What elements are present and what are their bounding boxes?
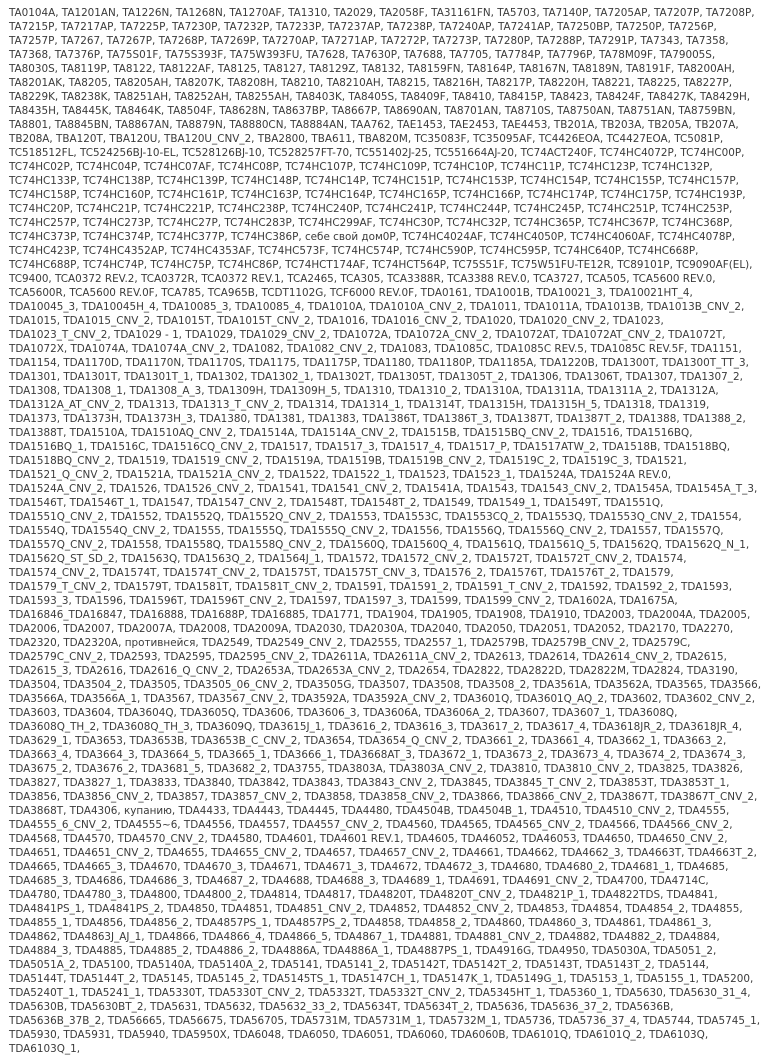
part-number-list: TA0104A, TA1201AN, TA1226N, TA1268N, TA1270AF, TA1310, TA2029, TA2058F, TA31161FN, TA5703, TA7140P, TA7205AP, TA7207P, TA7208P, TA7215P, TA7217AP, TA7225P, TA7230P, TA7232P, TA7233P, TA7237AP, TA7238P, TA7240AP, TA7241AP, TA7250BP, TA7250P, TA7256P, TA7257P, TA7267, TA7267P, TA7268P, TA7269P, TA7270AP, TA7271AP, TA7272P, TA7273P, TA7280P, TA7288P, TA7291P, TA7343, TA7358, TA7368, TA7376P, TA75S01F, TA75S393F, TA75W393FU, TA7628, TA7630P, TA7688, TA7705, TA7784P, TA7796P, TA78M09F, TA79005S, TA8030S, TA8119P, TA8122, TA8122AF, TA8125, TA8127, TA8129Z, TA8132, TA8159FN, TA8164P, TA8167N, TA8189N, TA8191F, TA8200AH, TA8201AK, TA8205, TA8205AH, TA8207K, TA8208H, TA8210, TA8210AH, TA8215, TA8216H, TA8217P, TA8220H, TA8221, TA8225, TA8227P, TA8229K, TA8238K, TA8251AH, TA8252AH, TA8255AH, TA8403K, TA8405S, TA8409F, TA8410, TA8415P, TA8423, TA8424F, TA8427K, TA8429H, TA8435H, TA8445K, TA8464K, TA8504F, TA8628N, TA8637BP, TA8667P, TA8690AN, TA8701AN, TA8710S, TA8750AN, TA8751AN, TA8759BN, TA8801, TA8845BN, TA8867AN, TA8879N, TA8880CN, TA8884AN, TAA762, TAE1453, TAE2453, TAE4453, TB201A, TB203A, TB205A, TB207A, TB208A, TBA120T, TBA120U, TBA120U_CNV_2, TBA2800, TBA611, TBA820M, TC35083F, TC35095AF, TC4426EOA, TC4427EOA, TC5081P, TC518512FL, TC524256BJ-10-EL, TC528126BJ-10, TC528257FT-70, TC551402J-25, TC551664AJ-20, TC74ACT240F, TC74HC4072P, TC74HC00P, TC74HC02P, TC74HC04P, TC74HC07AF, TC74HC08P, TC74HC107P, TC74HC109P, TC74HC10P, TC74HC11P, TC74HC123P, TC74HC132P, TC74HC133P, TC74HC138P, TC74HC139P, TC74HC148P, TC74HC14P, TC74HC151P, TC74HC153P, TC74HC154P, TC74HC155P, TC74HC157P, TC74HC158P, TC74HC160P, TC74HC161P, TC74HC163P, TC74HC164P, TC74HC165P, TC74HC166P, TC74HC174P, TC74HC175P, TC74HC193P, TC74HC20P, TC74HC21P, TC74HC221P, TC74HC238P, TC74HC240P, TC74HC241P, TC74HC244P, TC74HC245P, TC74HC251P, TC74HC253P, TC74HC257P, TC74HC273P, TC74HC27P, TC74HC283P, TC74HC299AF, TC74HC30P, TC74HC32P, TC74HC365P, TC74HC367P, TC74HC368P, TC74HC373P, TC74HC374P, TC74HC377P, TC74HC386P, себе свой дом0P, TC74HC4024AF, TC74HC4050P, TC74HC4060AF, TC74HC4078P, TC74HC423P, TC74HC4352AP, TC74HC4353AF, TC74HC573F, TC74HC574P, TC74HC590P, TC74HC595P, TC74HC640P, TC74HC668P, TC74HC688P, TC74HC74P, TC74HC75P, TC74HC86P, TC74HCT174AF, TC74HCT564P, TC75S51F, TC75W51FU-TE12R, TC89101P, TC9090AF(EL), TC9400, TCA0372 REV.2, TCA0372R, TCA0372 REV.1, TCA2465, TCA305, TCA3388R, TCA3388 REV.0, TCA3727, TCA505, TCA5600 REV.0, TCA5600R, TCA5600 REV.0F, TCA785, TCA965B, TCDT1102G, TCF6000 REV.0F, TDA0161, TDA1001B, TDA10021_3, TDA10021HT_4, TDA10045_3, TDA10045H_4, TDA10085_3, TDA10085_4, TDA1010A, TDA1010A_CNV_2, TDA1011, TDA1011A, TDA1013B, TDA1013B_CNV_2, TDA1015, TDA1015_CNV_2, TDA1015T, TDA1015T_CNV_2, TDA1016, TDA1016_CNV_2, TDA1020, TDA1020_CNV_2, TDA1023, TDA1023_T_CNV_2, TDA1029 - 1, TDA1029, TDA1029_CNV_2, TDA1072A, TDA1072A_CNV_2, TDA1072AT, TDA1072AT_CNV_2, TDA1072T, TDA1072X, TDA1074A, TDA1074A_CNV_2, TDA1082, TDA1082_CNV_2, TDA1083, TDA1085C, TDA1085C REV.5, TDA1085C REV.5F, TDA1151, TDA1154, TDA1170D, TDA1170N, TDA1170S, TDA1175, TDA1175P, TDA1180, TDA1180P, TDA1185A, TDA1220B, TDA1300T, TDA1300T_TT_3, TDA1301, TDA1301T, TDA1301T_1, TDA1302, TDA1302_1, TDA1302T, TDA1305T, TDA1305T_2, TDA1306, TDA1306T, TDA1307, TDA1307_2, TDA1308, TDA1308_1, TDA1308_A_3, TDA1309H, TDA1309H_5, TDA1310, TDA1310_2, TDA1310A, TDA1311A, TDA1311A_2, TDA1312A, TDA1312A_AT_CNV_2, TDA1313, TDA1313_T_CNV_2, TDA1314, TDA1314_1, TDA1314T, TDA1315H, TDA1315H_5, TDA1318, TDA1319, TDA1373, TDA1373H, TDA1373H_3, TDA1380, TDA1381, TDA1383, TDA1386T, TDA1386T_3, TDA1387T, TDA1387T_2, TDA1388, TDA1388_2, TDA1388T, TDA1510A, TDA1510AQ_CNV_2, TDA1514A, TDA1514A_CNV_2, TDA1515B, TDA1515BQ_CNV_2, TDA1516, TDA1516BQ, TDA1516BQ_1, TDA1516C, TDA1516CQ_CNV_2, TDA1517, TDA1517_3, TDA1517_4, TDA1517_P, TDA1517ATW_2, TDA1518B, TDA1518BQ, TDA1518BQ_CNV_2, TDA1519, TDA1519_CNV_2, TDA1519A, TDA1519B, TDA1519B_CNV_2, TDA1519C_2, TDA1519C_3, TDA1521, TDA1521_Q_CNV_2, TDA1521A, TDA1521A_CNV_2, TDA1522, TDA1522_1, TDA1523, TDA1523_1, TDA1524A, TDA1524A REV.0, TDA1524A_CNV_2, TDA1526, TDA1526_CNV_2, TDA1541, TDA1541_CNV_2, TDA1541A, TDA1543, TDA1543_CNV_2, TDA1545A, TDA1545A_T_3, TDA1546T, TDA1546T_1, TDA1547, TDA1547_CNV_2, TDA1548T, TDA1548T_2, TDA1549, TDA1549_1, TDA1549T, TDA1551Q, TDA1551Q_CNV_2, TDA1552, TDA1552Q, TDA1552Q_CNV_2, TDA1553, TDA1553C, TDA1553CQ_2, TDA1553Q, TDA1553Q_CNV_2, TDA1554, TDA1554Q, TDA1554Q_CNV_2, TDA1555, TDA1555Q, TDA1555Q_CNV_2, TDA1556, TDA1556Q, TDA1556Q_CNV_2, TDA1557, TDA1557Q, TDA1557Q_CNV_2, TDA1558, TDA1558Q, TDA1558Q_CNV_2, TDA1560Q, TDA1560Q_4, TDA1561Q, TDA1561Q_5, TDA1562Q, TDA1562Q_N_1, TDA1562Q_ST_SD_2, TDA1563Q, TDA1563Q_2, TDA1564J_1, TDA1572, TDA1572_CNV_2, TDA1572T, TDA1572T_CNV_2, TDA1574, TDA1574_CNV_2, TDA1574T, TDA1574T_CNV_2, TDA1575T, TDA1575T_CNV_3, TDA1576_2, TDA1576T, TDA1576T_2, TDA1579, TDA1579_T_CNV_2, TDA1579T, TDA1581T, TDA1581T_CNV_2, TDA1591, TDA1591_2, TDA1591_T_CNV_2, TDA1592, TDA1592_2, TDA1593, TDA1593_3, TDA1596, TDA1596T, TDA1596T_CNV_2, TDA1597, TDA1597_3, TDA1599, TDA1599_CNV_2, TDA1602A, TDA1675A, TDA16846_TDA16847, TDA16888, TDA1688P, TDA16885, TDA1771, TDA1904, TDA1905, TDA1908, TDA1910, TDA2003, TDA2004A, TDA2005, TDA2006, TDA2007, TDA2007A, TDA2008, TDA2009A, TDA2030, TDA2030A, TDA2040, TDA2050, TDA2051, TDA2052, TDA2170, TDA2270, TDA2320, TDA2320A, противнейся, TDA2549, TDA2549_CNV_2, TDA2555, TDA2557_1, TDA2579B, TDA2579B_CNV_2, TDA2579C, TDA2579C_CNV_2, TDA2593, TDA2595, TDA2595_CNV_2, TDA2611A, TDA2611A_CNV_2, TDA2613, TDA2614, TDA2614_CNV_2, TDA2615, TDA2615_3, TDA2616, TDA2616_Q_CNV_2, TDA2653A, TDA2653A_CNV_2, TDA2654, TDA2822, TDA2822D, TDA2822M, TDA2824, TDA3190, TDA3504, TDA3504_2, TDA3505, TDA3505_06_CNV_2, TDA3505G, TDA3507, TDA3508, TDA3508_2, TDA3561A, TDA3562A, TDA3565, TDA3566, TDA3566A, TDA3566A_1, TDA3567, TDA3567_CNV_2, TDA3592A, TDA3592A_CNV_2, TDA3601Q, TDA3601Q_AQ_2, TDA3602, TDA3602_CNV_2, TDA3603, TDA3604, TDA3604Q, TDA3605Q, TDA3606, TDA3606_3, TDA3606A, TDA3606A_2, TDA3607, TDA3607_1, TDA3608Q, TDA3608Q_TH_2, TDA3608Q_TH_3, TDA3609Q, TDA3615J_1, TDA3616_2, TDA3616_3, TDA3617_2, TDA3617_4, TDA3618JR_2, TDA3618JR_4, TDA3629_1, TDA3653, TDA3653B, TDA3653B_C_CNV_2, TDA3654, TDA3654_Q_CNV_2, TDA3661_2, TDA3661_4, TDA3662_1, TDA3663_2, TDA3663_4, TDA3664_3, TDA3664_5, TDA3665_1, TDA3666_1, TDA3668AT_3, TDA3672_1, TDA3673_2, TDA3673_4, TDA3674_2, TDA3674_3, TDA3675_2, TDA3676_2, TDA3681_5, TDA3682_2, TDA3755, TDA3803A, TDA3803A_CNV_2, TDA3810, TDA3810_CNV_2, TDA3825, TDA3826, TDA3827, TDA3827_1, TDA3833, TDA3840, TDA3842, TDA3843, TDA3843_CNV_2, TDA3845, TDA3845_T_CNV_2, TDA3853T, TDA3853T_1, TDA3856, TDA3856_CNV_2, TDA3857, TDA3857_CNV_2, TDA3858, TDA3858_CNV_2, TDA3866, TDA3866_CNV_2, TDA3867T, TDA3867T_CNV_2, TDA3868T, TDA4306, купанию, TDA4433, TDA4443, TDA4445, TDA4480, TDA4504B, TDA4504B_1, TDA4510, TDA4510_CNV_2, TDA4555, TDA4555_6_CNV_2, TDA4555~6, TDA4556, TDA4557, TDA4557_CNV_2, TDA4560, TDA4565, TDA4565_CNV_2, TDA4566, TDA4566_CNV_2, TDA4568, TDA4570, TDA4570_CNV_2, TDA4580, TDA4601, TDA4601 REV.1, TDA4605, TDA46052, TDA46053, TDA4650, TDA4650_CNV_2, TDA4651, TDA4651_CNV_2, TDA4655, TDA4655_CNV_2, TDA4657, TDA4657_CNV_2, TDA4661, TDA4662, TDA4662_3, TDA4663T, TDA4663T_2, TDA4665, TDA4665_3, TDA4670, TDA4670_3, TDA4671, TDA4671_3, TDA4672, TDA4672_3, TDA4680, TDA4680_2, TDA4681_1, TDA4685, TDA4685_3, TDA4686, TDA4686_3, TDA4687_2, TDA4688, TDA4688_3, TDA4689_1, TDA4691, TDA4691_CNV_2, TDA4700, TDA4714C, TDA4780, TDA4780_3, TDA4800, TDA4800_2, TDA4814, TDA4817, TDA4820T, TDA4820T_CNV_2, TDA4821P_1, TDA4822TDS, TDA4841, TDA4841PS_1, TDA4841PS_2, TDA4850, TDA4851, TDA4851_CNV_2, TDA4852, TDA4852_CNV_2, TDA4853, TDA4854, TDA4854_2, TDA4855, TDA4855_1, TDA4856, TDA4856_2, TDA4857PS_1, TDA4857PS_2, TDA4858, TDA4858_2, TDA4860, TDA4860_3, TDA4861, TDA4861_3, TDA4862, TDA4863J_AJ_1, TDA4866, TDA4866_4, TDA4866_5, TDA4867_1, TDA4881, TDA4881_CNV_2, TDA4882, TDA4882_2, TDA4884, TDA4884_3, TDA4885, TDA4885_2, TDA4886_2, TDA4886A, TDA4886A_1, TDA4887PS_1, TDA4916G, TDA4950, TDA5030A, TDA5051_2, TDA5051A_2, TDA5100, TDA5140A, TDA5140A_2, TDA5141, TDA5141_2, TDA5142T, TDA5142T_2, TDA5143T, TDA5143T_2, TDA5144, TDA5144T, TDA5144T_2, TDA5145, TDA5145_2, TDA5145TS_1, TDA5147CH_1, TDA5147K_1, TDA5149G_1, TDA5153_1, TDA5155_1, TDA5200, TDA5240T_1, TDA5241_1, TDA5330T, TDA5330T_CNV_2, TDA5332T, TDA5332T_CNV_2, TDA5345HT_1, TDA5360_1, TDA5630, TDA5630_31_4, TDA5630B, TDA5630BT_2, TDA5631, TDA5632, TDA5632_33_2, TDA5634T, TDA5634T_2, TDA5636, TDA5636_37_2, TDA5636B, TDA5636B_37B_2, TDA56665, TDA56675, TDA56705, TDA5731M, TDA5731M_1, TDA5732M_1, TDA5736, TDA5736_37_4, TDA5744, TDA5745_1, TDA5930, TDA5931, TDA5940, TDA5950X, TDA6048, TDA6050, TDA6051, TDA6060, TDA6060B, TDA6101Q, TDA6101Q_2, TDA6103Q, TDA6103Q_1, xyxy=(9,7,762,1055)
document-page xyxy=(9,6,762,1055)
